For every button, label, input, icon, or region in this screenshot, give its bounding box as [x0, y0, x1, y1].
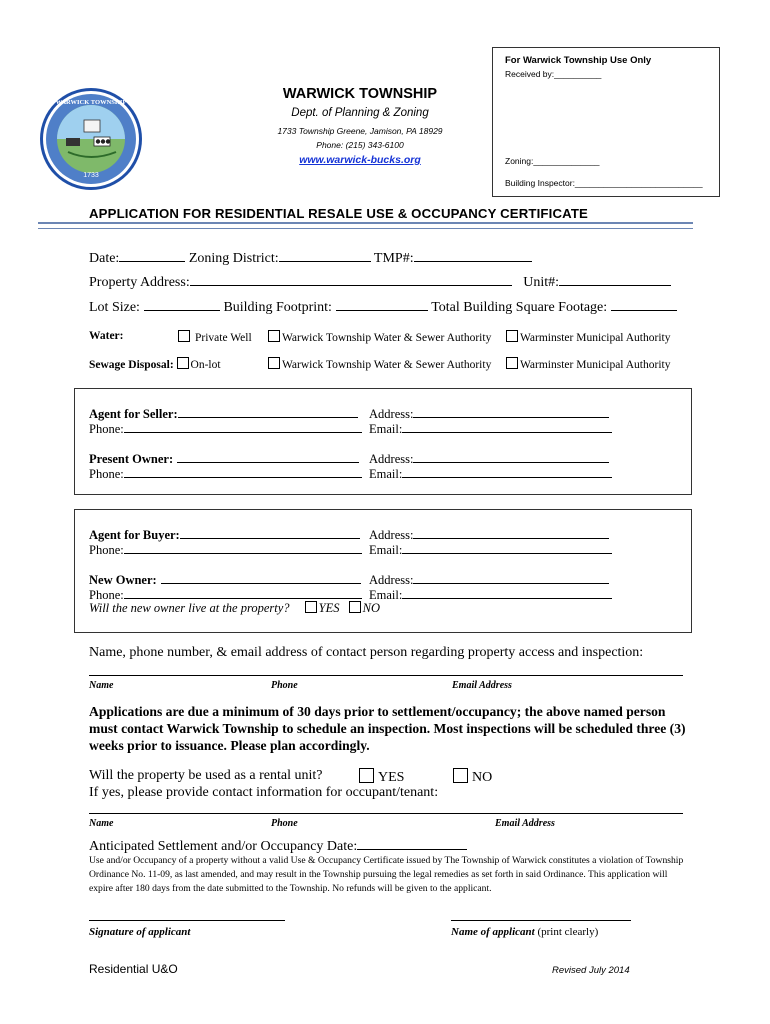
unit-label: Unit#: [523, 275, 559, 290]
rental-question: Will the property be used as a rental unit? [89, 768, 323, 783]
received-by-field[interactable]: Received by:__________ [505, 69, 602, 79]
new-owner-address-label: Address: [369, 573, 414, 587]
present-owner-email-field[interactable] [402, 465, 612, 478]
township-address: 1733 Township Greene, Jamison, PA 18929 [277, 126, 443, 136]
live-no-label: NO [362, 601, 381, 615]
lot-size-field[interactable] [144, 298, 220, 311]
tenant-email-label: Email Address [495, 818, 555, 829]
agent-buyer-field[interactable] [180, 526, 360, 539]
sewage-warwick-label: Warwick Township Water & Sewer Authority [282, 359, 492, 371]
signature-label: Signature of applicant [89, 926, 191, 938]
live-at-property-question: Will the new owner live at the property? [89, 601, 290, 615]
zoning-district-field[interactable] [279, 249, 371, 262]
township-seal-icon [38, 86, 144, 192]
agent-seller-phone-label: Phone: [89, 422, 124, 436]
water-private-well-checkbox[interactable] [178, 330, 190, 342]
water-warminster-checkbox[interactable] [506, 330, 518, 342]
sewage-warwick-checkbox[interactable] [268, 357, 280, 369]
new-owner-field[interactable] [161, 571, 361, 584]
unit-field[interactable] [559, 273, 671, 286]
present-owner-email-label: Email: [369, 467, 403, 481]
total-sqft-label: Total Building Square Footage: [431, 300, 608, 315]
water-label: Water: [89, 330, 124, 342]
rental-no-label: NO [472, 770, 493, 785]
new-owner-email-label: Email: [369, 588, 403, 602]
new-owner-phone-label: Phone: [89, 588, 124, 602]
settlement-date-field[interactable] [357, 837, 467, 850]
new-owner-label: New Owner: [89, 573, 157, 587]
seal-text: WARWICK TOWNSHIP [55, 99, 127, 106]
sewage-label: Sewage Disposal: [89, 359, 174, 371]
agent-buyer-phone-label: Phone: [89, 543, 124, 557]
tenant-name-label: Name [89, 818, 114, 829]
tmp-label: TMP#: [373, 251, 414, 266]
tenant-phone-label: Phone [271, 818, 298, 829]
agent-seller-email-label: Email: [369, 422, 403, 436]
rental-ifyes: If yes, please provide contact information for occupant/tenant: [89, 785, 439, 800]
form-title: APPLICATION FOR RESIDENTIAL RESALE USE & OCCUPANCY CERTIFICATE [89, 206, 588, 221]
dept-name: Dept. of Planning & Zoning [291, 107, 429, 119]
sewage-warminster-label: Warminster Municipal Authority [520, 359, 671, 371]
water-warwick-label: Warwick Township Water & Sewer Authority [282, 332, 492, 344]
new-owner-email-field[interactable] [402, 586, 612, 599]
signature-field[interactable] [89, 920, 285, 921]
agent-buyer-address-field[interactable] [413, 526, 609, 539]
lot-size-label: Lot Size: [89, 300, 140, 315]
date-field[interactable] [119, 249, 185, 262]
live-yes-label: YES [318, 601, 340, 615]
water-warminster-label: Warminster Municipal Authority [520, 332, 671, 344]
water-warwick-checkbox[interactable] [268, 330, 280, 342]
sewage-onlot-checkbox[interactable] [177, 357, 189, 369]
seal-year: 1733 [83, 172, 99, 179]
present-owner-field[interactable] [177, 450, 359, 463]
township-website-link[interactable]: www.warwick-bucks.org [299, 154, 421, 166]
present-owner-phone-field[interactable] [124, 465, 362, 478]
contact-prompt: Name, phone number, & email address of contact person regarding property access and inspection: [89, 645, 644, 660]
agent-buyer-address-label: Address: [369, 528, 414, 542]
print-clearly-note: (print clearly) [537, 926, 599, 938]
agent-seller-address-label: Address: [369, 407, 414, 421]
present-owner-phone-label: Phone: [89, 467, 124, 481]
disclaimer-text: Use and/or Occupancy of a property without a valid Use & Occupancy Certificate issued by The Township of Warwick constitutes a violation of Township Ordinance No. 11-09, as last amended, and may result in the Township pursuing the legal remedies as set forth in said Ordinance. This application will expire after 180 days from the date submitted to the Township. No refunds will be given to the applicant. [89, 855, 684, 894]
org-name: WARWICK TOWNSHIP [282, 86, 438, 102]
live-yes-checkbox[interactable] [305, 601, 317, 613]
agent-buyer-label: Agent for Buyer: [89, 528, 180, 542]
office-use-box [492, 47, 720, 197]
township-phone: Phone: (215) 343-6100 [316, 140, 404, 150]
building-footprint-field[interactable] [336, 298, 428, 311]
zoning-district-label: Zoning District: [188, 251, 279, 266]
tmp-field[interactable] [414, 249, 532, 262]
agent-seller-label: Agent for Seller: [89, 407, 178, 421]
agent-buyer-phone-field[interactable] [124, 541, 362, 554]
agent-buyer-email-field[interactable] [402, 541, 612, 554]
building-inspector-field[interactable]: Building Inspector:___________________________ [505, 178, 703, 188]
footer-revised: Revised July 2014 [552, 965, 630, 976]
agent-seller-email-field[interactable] [402, 420, 612, 433]
date-label: Date: [89, 251, 120, 266]
contact-field[interactable] [89, 675, 683, 676]
contact-email-label: Email Address [452, 680, 512, 691]
new-owner-phone-field[interactable] [124, 586, 362, 599]
contact-phone-label: Phone [271, 680, 298, 691]
building-footprint-label: Building Footprint: [223, 300, 332, 315]
zoning-field[interactable]: Zoning:______________ [505, 156, 600, 166]
total-sqft-field[interactable] [611, 298, 677, 311]
tenant-contact-field[interactable] [89, 813, 683, 814]
title-rule [38, 222, 693, 229]
rental-no-checkbox[interactable] [453, 768, 468, 783]
footer-left: Residential U&O [89, 962, 178, 976]
present-owner-address-field[interactable] [413, 450, 609, 463]
agent-seller-phone-field[interactable] [124, 420, 362, 433]
water-private-well-label: Private Well [195, 332, 252, 344]
sewage-warminster-checkbox[interactable] [506, 357, 518, 369]
notice-text: Applications are due a minimum of 30 days prior to settlement/occupancy; the above named person must contact Warwick Township to schedule an inspection. Most inspections will be scheduled three (3) weeks prior to issuance. Please plan accordingly. [89, 704, 686, 753]
applicant-name-label: Name of applicant [451, 926, 535, 938]
new-owner-address-field[interactable] [413, 571, 609, 584]
property-address-field[interactable] [190, 273, 512, 286]
present-owner-label: Present Owner: [89, 452, 174, 466]
live-no-checkbox[interactable] [349, 601, 361, 613]
contact-name-label: Name [89, 680, 114, 691]
rental-yes-checkbox[interactable] [359, 768, 374, 783]
agent-buyer-email-label: Email: [369, 543, 403, 557]
office-use-title: For Warwick Township Use Only [505, 55, 652, 66]
agent-seller-address-field[interactable] [413, 405, 609, 418]
applicant-name-field[interactable] [451, 920, 631, 921]
seller-info-box [74, 388, 692, 495]
buyer-info-box [74, 509, 692, 633]
agent-seller-field[interactable] [178, 405, 358, 418]
rental-yes-label: YES [378, 770, 405, 785]
property-address-label: Property Address: [89, 275, 190, 290]
sewage-onlot-label: On-lot [190, 359, 221, 371]
present-owner-address-label: Address: [369, 452, 414, 466]
settlement-label: Anticipated Settlement and/or Occupancy Date: [89, 839, 358, 854]
